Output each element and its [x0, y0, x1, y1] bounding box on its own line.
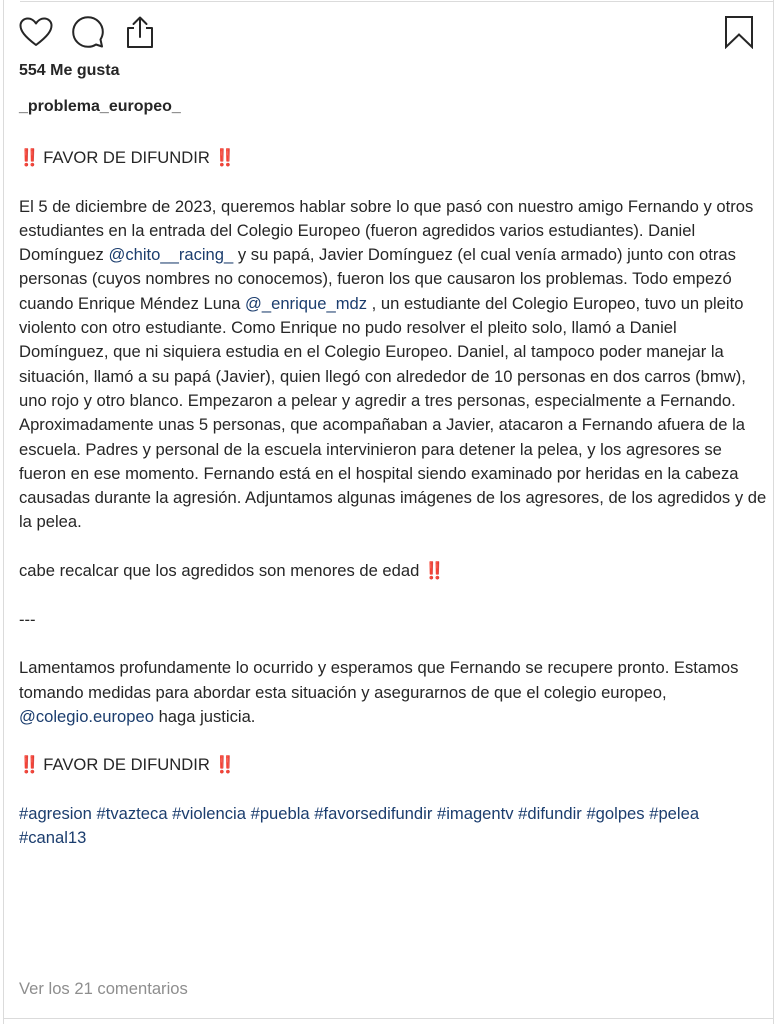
caption-paragraph-3	[19, 656, 769, 729]
caption-paragraph-1	[19, 195, 769, 535]
top-divider	[20, 1, 773, 2]
bottom-divider	[4, 1018, 773, 1019]
hashtag-difundir[interactable]: #difundir	[518, 804, 582, 824]
paragraph-text: haga justicia.	[153, 706, 256, 726]
mention-enrique-mdz[interactable]: @_enrique_mdz	[245, 293, 368, 313]
footer-text: FAVOR DE DIFUNDIR	[38, 755, 215, 775]
mention-chito-racing[interactable]: @chito__racing_	[108, 245, 234, 265]
instagram-post	[3, 0, 774, 1024]
hashtag-favorsedifundir[interactable]: #favorsedifundir	[314, 804, 433, 824]
hashtag-tvazteca[interactable]: #tvazteca	[96, 804, 168, 824]
mention-colegio-europeo[interactable]: @colegio.europeo	[19, 706, 154, 726]
paragraph-text: y su papá, Javier Domínguez (el cual venía armado) junto con otras personas (cuyos nombres no conocemos), fueron los que causaron los problemas. Todo empezó cuando Enrique Méndez Luna	[19, 245, 736, 313]
hashtag-canal13[interactable]: #canal13	[19, 828, 87, 848]
bookmark-icon	[724, 15, 754, 49]
double-exclamation-icon: ‼️	[214, 148, 235, 167]
hashtag-imagentv[interactable]: #imagentv	[436, 804, 514, 824]
like-button[interactable]	[18, 14, 54, 50]
hashtag-list	[19, 802, 769, 851]
share-icon	[124, 15, 156, 49]
double-exclamation-icon: ‼️	[423, 561, 444, 581]
hashtag-puebla[interactable]: #puebla	[250, 804, 310, 824]
caption-separator: ---	[19, 609, 36, 629]
comment-button[interactable]	[70, 14, 106, 50]
header-text: FAVOR DE DIFUNDIR	[38, 148, 215, 167]
author-username[interactable]: _problema_europeo_	[19, 98, 181, 115]
paragraph-text: Lamentamos profundamente lo ocurrido y esperamos que Fernando se recupere pronto. Estamos tomando medidas para abordar esta situación y asegurarnos de que el colegio europeo,	[19, 658, 739, 702]
caption-paragraph-2	[19, 559, 769, 583]
comment-icon	[71, 15, 105, 49]
caption-footer	[19, 753, 769, 777]
share-button[interactable]	[122, 14, 158, 50]
hashtag-violencia[interactable]: #violencia	[172, 804, 246, 824]
paragraph-text: , un estudiante del Colegio Europeo, tuvo un pleito violento con otro estudiante. Como Enrique no pudo resolver el pleito solo, llamó a Daniel Domínguez, que ni siquiera estudia en el Colegio Europeo. Daniel, al tampoco poder manejar la situación, llamó a su papá (Javier), quien llegó con alrededor de 10 personas en dos carros (bmw), uno rojo y otro blanco. Empezaron a pelear y agredir a tres personas, especialmente a Fernando. Aproximadamente unas 5 personas, que acompañaban a Javier, atacaron a Fernando afuera de la escuela. Padres y personal de la escuela intervinieron para detener la pelea, y los agresores se fueron en ese momento. Fernando está en el hospital siendo examinado por heridas en la cabeza causadas durante la agresión. Adjuntamos algunas imágenes de los agresores, de los agredidos y de la pelea.	[19, 293, 767, 532]
hashtag-golpes[interactable]: #golpes	[586, 804, 645, 824]
double-exclamation-icon: ‼️	[19, 148, 39, 167]
double-exclamation-icon: ‼️	[19, 755, 39, 775]
heart-icon	[19, 17, 53, 47]
caption	[19, 146, 769, 851]
like-count[interactable]: 554 Me gusta	[19, 62, 120, 79]
view-all-comments-link[interactable]: Ver los 21 comentarios	[19, 979, 188, 998]
double-exclamation-icon: ‼️	[214, 755, 235, 775]
paragraph-text: El 5 de diciembre de 2023, queremos hablar sobre lo que pasó con nuestro amigo Fernando y otros estudiantes en la entrada del Colegio Europeo (fueron agredidos varios estudiantes). Daniel Domínguez	[19, 196, 754, 265]
hashtag-agresion[interactable]: #agresion	[19, 804, 92, 824]
caption-header	[19, 146, 769, 170]
hashtag-pelea[interactable]: #pelea	[649, 804, 700, 824]
action-bar	[18, 14, 158, 50]
paragraph-text: cabe recalcar que los agredidos son menores de edad	[19, 561, 424, 581]
save-button[interactable]	[721, 14, 757, 50]
